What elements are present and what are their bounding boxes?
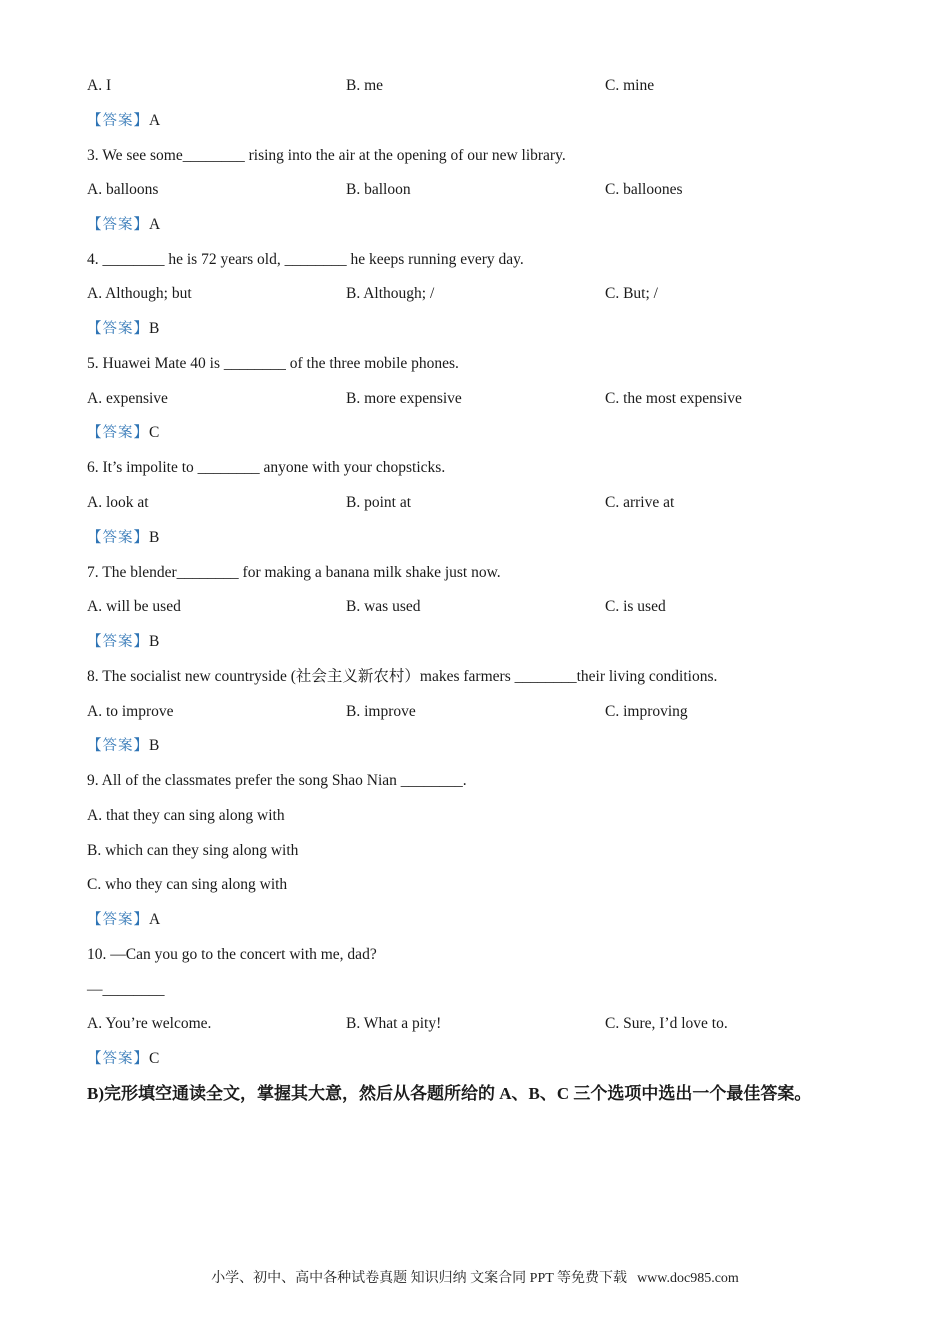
q10-answer xyxy=(87,1049,159,1069)
answer-value: B xyxy=(149,633,160,650)
answer-tag: 【答案】 xyxy=(87,634,149,650)
q5-option-b: B. more expensive xyxy=(346,390,462,407)
q10-option-a: A. You’re welcome. xyxy=(87,1015,212,1032)
q7-option-a: A. will be used xyxy=(87,598,181,615)
q3-question: 3. We see some________ rising into the air at the opening of our new library. xyxy=(87,147,566,164)
q5-option-a: A. expensive xyxy=(87,390,168,407)
answer-tag: 【答案】 xyxy=(87,1051,149,1067)
q8-question: 8. The socialist new countryside (社会主义新农村）makes farmers ________their living conditions. xyxy=(87,668,718,685)
q6-option-a: A. look at xyxy=(87,494,149,511)
page-footer xyxy=(0,1269,950,1289)
q3-answer xyxy=(87,215,160,235)
answer-value: C xyxy=(149,424,160,441)
q2-answer xyxy=(87,111,160,131)
q4-answer xyxy=(87,319,159,339)
q8-answer xyxy=(87,736,159,756)
q9-option-a: A. that they can sing along with xyxy=(87,807,285,824)
footer-text: 小学、初中、高中各种试卷真题 知识归纳 文案合同 PPT 等免费下载 xyxy=(211,1271,628,1286)
q9-answer xyxy=(87,910,160,930)
answer-tag: 【答案】 xyxy=(87,113,149,129)
q3-option-b: B. balloon xyxy=(346,181,411,198)
answer-value: C xyxy=(149,1050,160,1067)
q6-answer xyxy=(87,528,159,548)
answer-tag: 【答案】 xyxy=(87,217,149,233)
q4-option-b: B. Although; / xyxy=(346,285,435,302)
q7-option-c: C. is used xyxy=(605,598,666,615)
q5-option-c: C. the most expensive xyxy=(605,390,742,407)
q10-question: 10. —Can you go to the concert with me, dad? xyxy=(87,946,377,963)
q7-question: 7. The blender________ for making a banana milk shake just now. xyxy=(87,564,501,581)
q4-question: 4. ________ he is 72 years old, ________ he keeps running every day. xyxy=(87,251,524,268)
q8-option-b: B. improve xyxy=(346,703,416,720)
answer-value: A xyxy=(149,216,161,233)
q3-option-a: A. balloons xyxy=(87,181,159,198)
q3-option-c: C. balloones xyxy=(605,181,683,198)
answer-tag: 【答案】 xyxy=(87,912,149,928)
footer-url: www.doc985.com xyxy=(637,1271,739,1286)
answer-tag: 【答案】 xyxy=(87,738,149,754)
q10-option-c: C. Sure, I’d love to. xyxy=(605,1015,728,1032)
q6-option-b: B. point at xyxy=(346,494,412,511)
q2-option-c: C. mine xyxy=(605,77,655,94)
q6-question: 6. It’s impolite to ________ anyone with your chopsticks. xyxy=(87,459,446,476)
q9-question: 9. All of the classmates prefer the song Shao Nian ________. xyxy=(87,772,467,789)
answer-value: A xyxy=(149,112,161,129)
q2-option-a: A. I xyxy=(87,77,112,94)
answer-tag: 【答案】 xyxy=(87,321,149,337)
q10-option-b: B. What a pity! xyxy=(346,1015,442,1032)
q10-reply-blank: —________ xyxy=(87,981,165,998)
q2-option-b: B. me xyxy=(346,77,384,94)
q5-question: 5. Huawei Mate 40 is ________ of the three mobile phones. xyxy=(87,355,459,372)
section-b-heading: B)完形填空通读全文，掌握其大意，然后从各题所给的 A、B、C 三个选项中选出一个最佳答案。 xyxy=(87,1084,812,1103)
q8-option-c: C. improving xyxy=(605,703,688,720)
q9-option-b: B. which can they sing along with xyxy=(87,842,299,859)
q4-option-c: C. But; / xyxy=(605,285,658,302)
answer-tag: 【答案】 xyxy=(87,425,149,441)
answer-value: B xyxy=(149,320,160,337)
q7-option-b: B. was used xyxy=(346,598,421,615)
q4-option-a: A. Although; but xyxy=(87,285,192,302)
answer-value: B xyxy=(149,529,160,546)
q9-option-c: C. who they can sing along with xyxy=(87,876,288,893)
q8-option-a: A. to improve xyxy=(87,703,174,720)
q6-option-c: C. arrive at xyxy=(605,494,675,511)
answer-value: B xyxy=(149,737,160,754)
q7-answer xyxy=(87,632,159,652)
answer-value: A xyxy=(149,911,161,928)
q5-answer xyxy=(87,423,159,443)
answer-tag: 【答案】 xyxy=(87,530,149,546)
